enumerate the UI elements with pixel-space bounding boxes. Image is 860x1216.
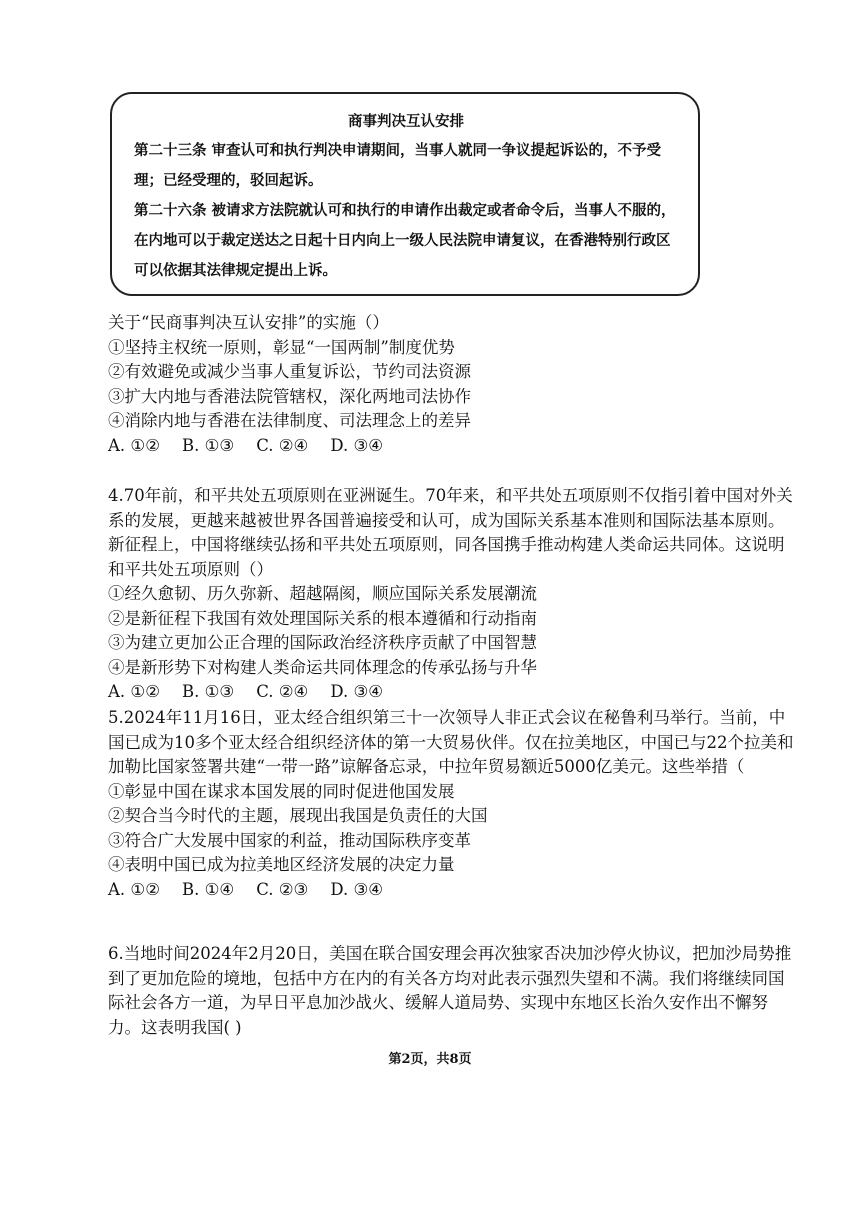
answer-b: B. ①③ — [182, 435, 235, 455]
option: ④表明中国已成为拉美地区经济发展的决定力量 — [108, 855, 455, 874]
question-stem: 4.70年前，和平共处五项原则在亚洲诞生。70年来，和平共处五项原则不仅指引着中国对外关系的发展，更越来越被世界各国普遍接受和认可，成为国际关系基本准则和国际法基本原则。新征程上，中国将继续弘扬和平共处五项原则，同各国携手推动构建人类命运共同体。这说明和平共处五项原则（） — [108, 486, 793, 579]
question-5 — [108, 706, 798, 902]
excerpt-box — [110, 92, 700, 296]
answer-a: A. ①② — [108, 435, 160, 455]
answer-a: A. ①② — [108, 879, 160, 899]
answer-choices — [108, 434, 798, 459]
option: ④是新形势下对构建人类命运共同体理念的传承弘扬与升华 — [108, 657, 537, 677]
question-6 — [108, 942, 798, 1040]
answer-c: C. ②③ — [256, 879, 309, 899]
answer-a: A. ①② — [108, 682, 160, 701]
option: ②是新征程下我国有效处理国际关系的根本遵循和行动指南 — [108, 608, 537, 628]
page-footer: 第2页，共8页 — [388, 1052, 472, 1067]
option: ④消除内地与香港在法律制度、司法理念上的差异 — [108, 411, 471, 430]
article-23: 第二十三条 审查认可和执行判决申请期间，当事人就同一争议提起诉讼的，不予受理；已经受理的，驳回起诉。 — [134, 142, 662, 189]
answer-choices — [108, 680, 798, 705]
question-stem: 6.当地时间2024年2月20日，美国在联合国安理会再次独家否决加沙停火协议，把加沙局势推到了更加危险的境地，包括中方在内的有关各方均对此表示强烈失望和不满。我们将继续同国际社会各方一道，为早日平息加沙战火、缓解人道局势、实现中东地区长治久安作出不懈努力。这表明我国( ) — [108, 944, 792, 1037]
answer-d: D. ③④ — [330, 682, 384, 701]
option: ②契合当今时代的主题，展现出我国是负责任的大国 — [108, 806, 488, 825]
question-stem: 关于“民商事判决互认安排”的实施（） — [108, 313, 389, 332]
answer-d: D. ③④ — [330, 879, 384, 899]
option: ③符合广大发展中国家的利益，推动国际秩序变革 — [108, 830, 471, 850]
question-3 — [108, 311, 798, 458]
answer-b: B. ①③ — [182, 682, 235, 701]
question-4 — [108, 484, 798, 705]
answer-b: B. ①④ — [182, 879, 235, 899]
answer-c: C. ②④ — [256, 435, 309, 455]
answer-d: D. ③④ — [330, 435, 384, 455]
option: ②有效避免或减少当事人重复诉讼，节约司法资源 — [108, 362, 471, 381]
question-stem: 5.2024年11月16日，亚太经合组织第三十一次领导人非正式会议在秘鲁利马举行。当前，中国已成为10多个亚太经合组织经济体的第一大贸易伙伴。仅在拉美地区，中国已与22个拉美和加勒比国家签署共建“一带一路”谅解备忘录，中拉年贸易额近5000亿美元。这些举措（ — [108, 708, 794, 776]
answer-choices — [108, 878, 798, 903]
excerpt-title: 商事判决互认安排 — [348, 113, 464, 130]
option: ①坚持主权统一原则，彰显“一国两制”制度优势 — [108, 337, 455, 357]
option: ①彰显中国在谋求本国发展的同时促进他国发展 — [108, 781, 455, 801]
answer-c: C. ②④ — [256, 682, 309, 701]
article-26: 第二十六条 被请求方法院就认可和执行的申请作出裁定或者命令后，当事人不服的，在内地可以于裁定送达之日起十日内向上一级人民法院申请复议，在香港特别行政区可以依据其法律规定提出上诉。 — [134, 202, 676, 279]
option: ③为建立更加公正合理的国际政治经济秩序贡献了中国智慧 — [108, 633, 537, 652]
option: ③扩大内地与香港法院管辖权，深化两地司法协作 — [108, 386, 471, 406]
option: ①经久愈韧、历久弥新、超越隔阂，顺应国际关系发展潮流 — [108, 584, 537, 603]
